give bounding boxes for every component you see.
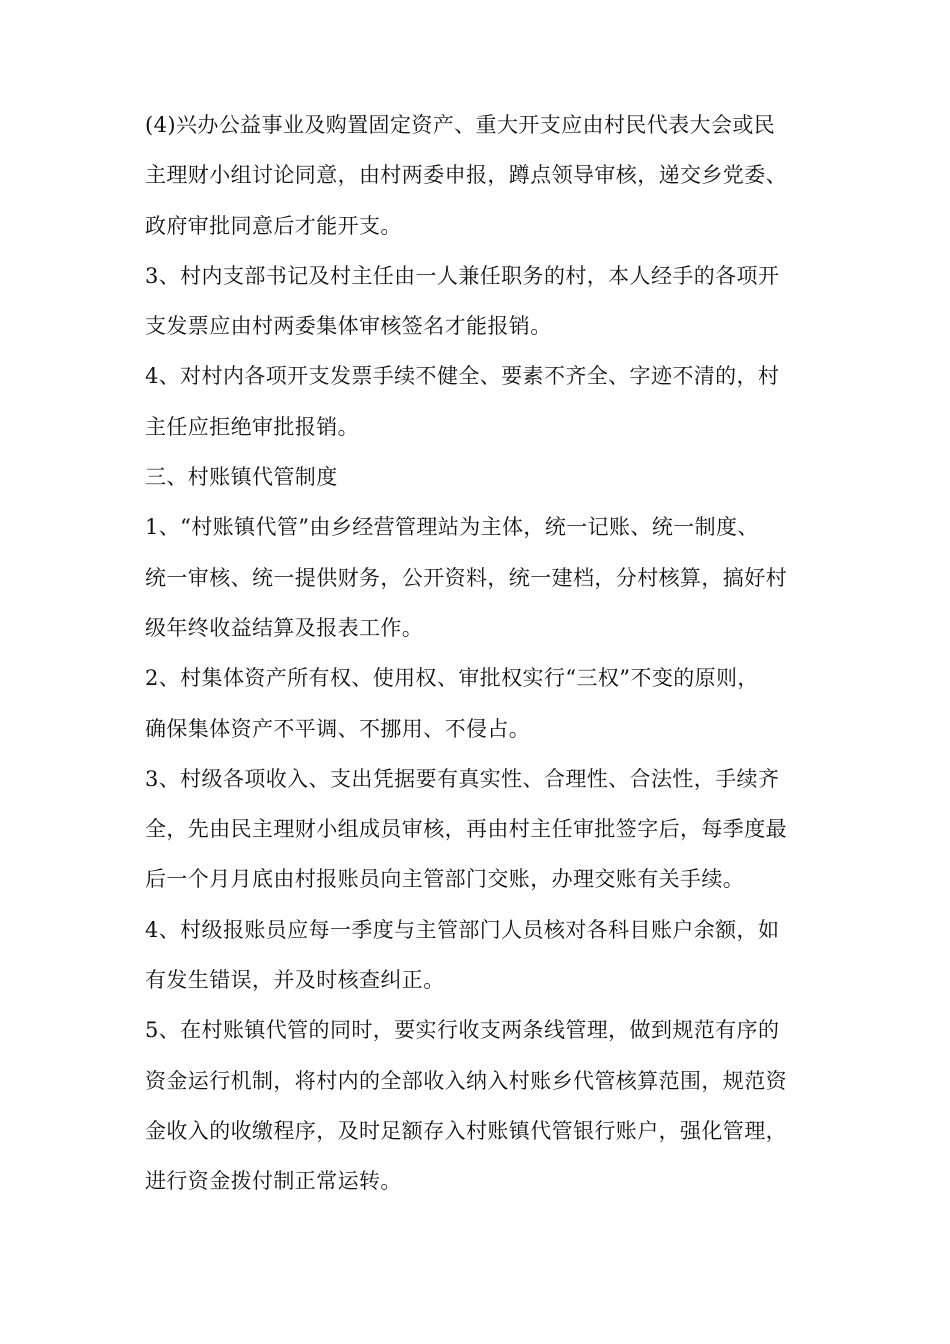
- text-line: 确保集体资产不平调、不挪用、不侵占。: [145, 716, 531, 741]
- text-line: 级年终收益结算及报表工作。: [145, 615, 424, 640]
- paragraph-4-account-reconciliation: [145, 905, 825, 1006]
- text-line: 5、在村账镇代管的同时，要实行收支两条线管理，做到规范有序的: [145, 1018, 780, 1043]
- text-line: 有发生错误，并及时核查纠正。: [145, 968, 445, 993]
- section-heading: 三、村账镇代管制度: [145, 465, 338, 490]
- text-line: (4)兴办公益事业及购置固定资产、重大开支应由村民代表大会或民: [145, 113, 776, 137]
- text-line: 资金运行机制，将村内的全部收入纳入村账乡代管核算范围，规范资: [145, 1068, 787, 1093]
- paragraph-3-concurrent-posts: [145, 251, 825, 352]
- text-line: 4、对村内各项开支发票手续不健全、要素不齐全、字迹不清的，村: [145, 364, 780, 389]
- text-line: 主任应拒绝审批报销。: [145, 414, 359, 439]
- document-body: [145, 100, 825, 1207]
- text-line: 支发票应由村两委集体审核签名才能报销。: [145, 314, 552, 339]
- text-line: 3、村级各项收入、支出凭据要有真实性、合理性、合法性，手续齐: [145, 766, 780, 791]
- paragraph-3-vouchers: [145, 754, 825, 905]
- text-line: 后一个月月底由村报账员向主管部门交账，办理交账有关手续。: [145, 867, 745, 892]
- text-line: 金收入的收缴程序，及时足额存入村账镇代管银行账户，强化管理，: [145, 1118, 787, 1143]
- paragraph-4-invoice-rejection: [145, 351, 825, 452]
- text-line: 4、村级报账员应每一季度与主管部门人员核对各科目账户余额，如: [145, 917, 780, 942]
- section-heading-3: [145, 452, 825, 502]
- text-line: 全，先由民主理财小组成员审核，再由村主任审批签字后，每季度最: [145, 817, 787, 842]
- paragraph-1-unified-accounting: [145, 502, 825, 653]
- text-line: 政府审批同意后才能开支。: [145, 213, 402, 238]
- text-line: 进行资金拨付制正常运转。: [145, 1169, 402, 1194]
- paragraph-5-revenue-management: [145, 1005, 825, 1206]
- text-line: 主理财小组讨论同意，由村两委申报，蹲点领导审核，递交乡党委、: [145, 163, 787, 188]
- text-line: 1、“村账镇代管”由乡经营管理站为主体，统一记账、统一制度、: [145, 515, 759, 540]
- paragraph-2-three-rights: [145, 653, 825, 754]
- paragraph-item-4-public-expenditure: [145, 100, 825, 251]
- text-line: 3、村内支部书记及村主任由一人兼任职务的村，本人经手的各项开: [145, 263, 780, 288]
- text-line: 统一审核、统一提供财务，公开资料，统一建档，分村核算，搞好村: [145, 565, 787, 590]
- text-line: 2、村集体资产所有权、使用权、审批权实行“三权”不变的原则，: [145, 666, 759, 691]
